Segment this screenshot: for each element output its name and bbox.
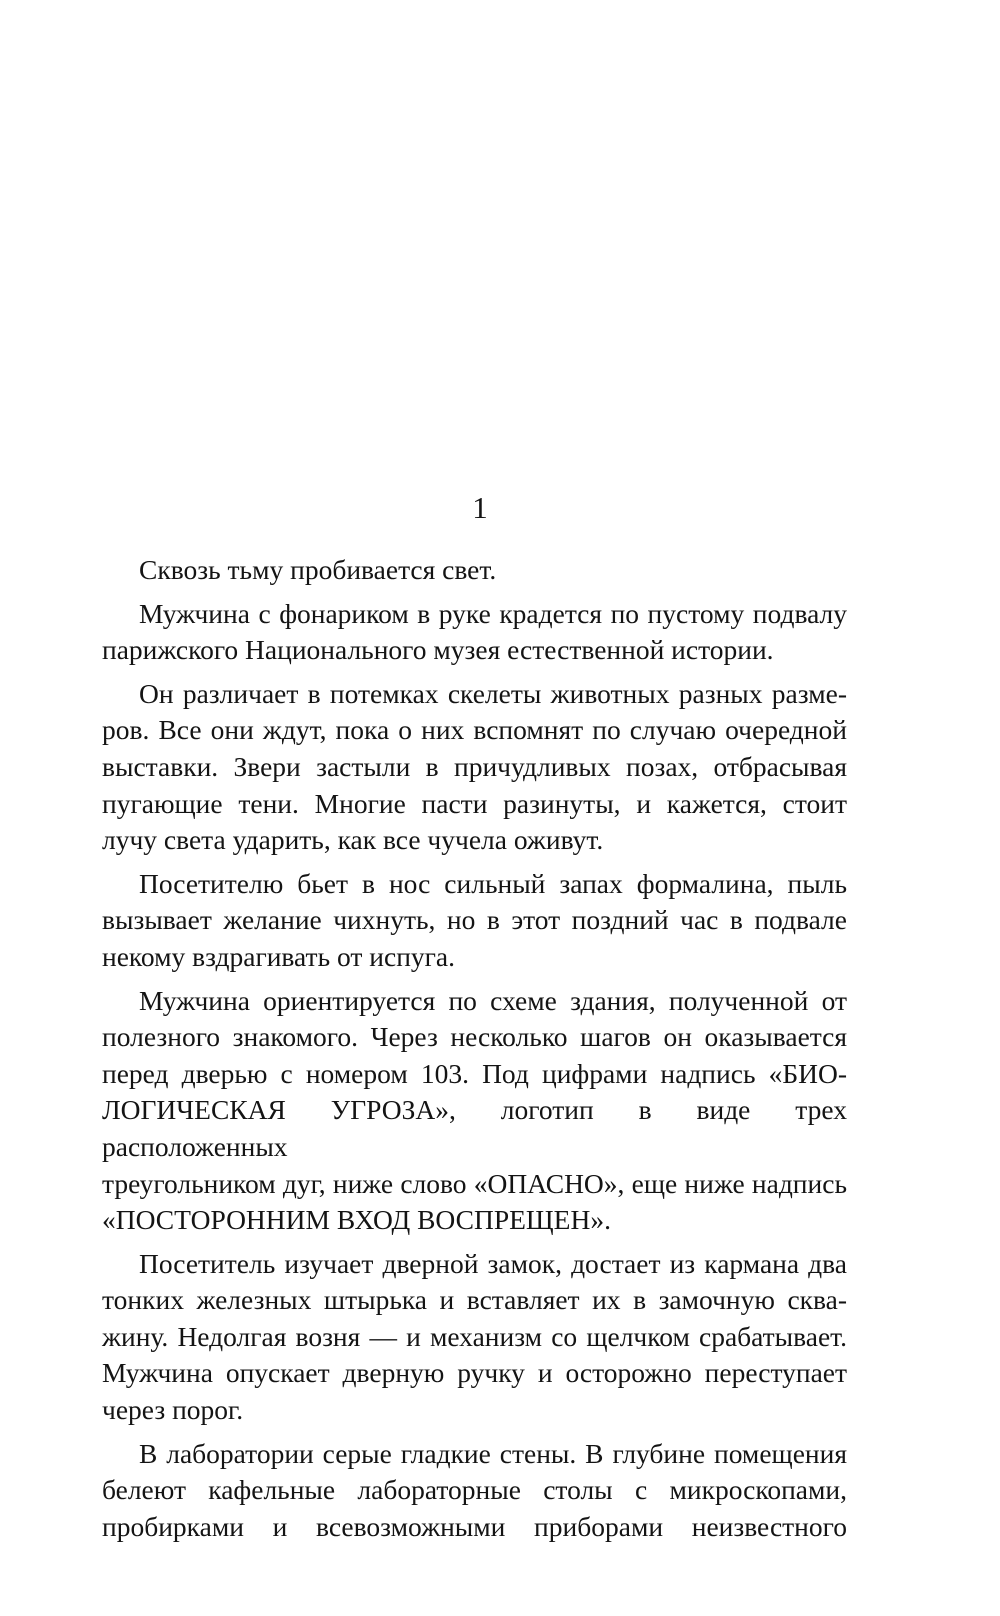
paragraph [102,1246,847,1429]
paragraph [102,983,847,1239]
text-line: вызывает желание чихнуть, но в этот поздний час в подвале [102,904,847,936]
text-line: Мужчина ориентируется по схеме здания, полученной от [139,984,847,1016]
text-line: Посетитель изучает дверной замок, достает из кармана два [139,1247,847,1279]
text-line: полезного знакомого. Через несколько шагов он оказывается [102,1021,847,1053]
text-line: «ПОСТОРОННИМ ВХОД ВОСПРЕЩЕН». [102,1204,611,1236]
text-line: перед дверью с номером 103. Под цифрами надпись «БИО- [102,1057,847,1089]
text-line: Сквозь тьму пробивается свет. [139,554,497,585]
text-line: Мужчина опускает дверную ручку и осторожно переступает [102,1357,847,1389]
text-line: ров. Все они ждут, пока о них вспомнят по случаю очередной [102,714,847,746]
text-line: некому вздрагивать от испуга. [102,940,456,972]
text-line: Он различает в потемках скелеты животных разных разме- [139,677,847,709]
text-line: пробирками и всевозможными приборами неизвестного [102,1510,847,1542]
text-line: Посетителю бьет в нос сильный запах формалина, пыль [139,867,847,899]
text-line: парижского Национального музея естественной истории. [102,634,774,666]
text-line: выставки. Звери застыли в причудливых позах, отбрасывая [102,750,847,782]
text-line: ЛОГИЧЕСКАЯ УГРОЗА», логотип в виде трех расположенных [102,1094,847,1162]
text-line: белеют кафельные лабораторные столы с микроскопами, [102,1474,847,1506]
text-line: через порог. [102,1394,244,1426]
text-line: тонких железных штырька и вставляет их в замочную сква- [102,1284,847,1316]
paragraph [102,596,847,669]
text-line: пугающие тени. Многие пасти разинуты, и кажется, стоит [102,787,847,819]
chapter-number: 1 [472,490,488,525]
paragraph [102,676,847,859]
text-line: лучу света ударить, как все чучела оживут. [102,824,604,856]
paragraph [102,552,847,589]
text-line: жину. Недолгая возня — и механизм со щелчком срабатывает. [102,1320,847,1352]
text-line: В лаборатории серые гладкие стены. В глубине помещения [139,1437,847,1469]
body-text [102,552,847,1552]
paragraph [102,866,847,976]
paragraph [102,1436,847,1546]
text-line: треугольником дуг, ниже слово «ОПАСНО», еще ниже надпись [102,1167,847,1199]
text-line: Мужчина с фонариком в руке крадется по пустому подвалу [139,597,847,629]
